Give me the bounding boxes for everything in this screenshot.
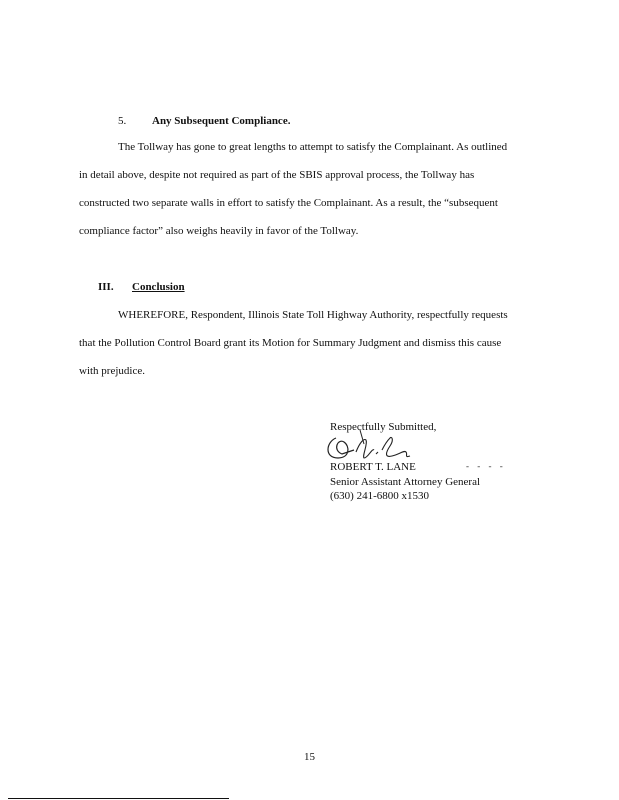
- signature-closing: Respectfully Submitted,: [330, 421, 437, 433]
- signatory-phone: (630) 241-6800 x1530: [330, 490, 429, 502]
- signatory-title: Senior Assistant Attorney General: [330, 476, 481, 488]
- section-5-line-2: in detail above, despite not required as part of the SBIS approval process, the Tollway has: [79, 169, 475, 181]
- footnote-rule: [8, 798, 229, 799]
- section-5-number: 5.: [118, 115, 127, 127]
- section-3-line-3: with prejudice.: [79, 365, 145, 377]
- page-number: 15: [304, 751, 315, 763]
- dash-mark: - - - -: [466, 461, 506, 471]
- section-5-line-4: compliance factor” also weighs heavily in favor of the Tollway.: [79, 225, 359, 237]
- signatory-name: ROBERT T. LANE: [330, 461, 416, 473]
- section-5-line-1: The Tollway has gone to great lengths to attempt to satisfy the Complainant. As outlined: [118, 141, 508, 153]
- section-3-title: Conclusion: [132, 281, 185, 293]
- section-3-number: III.: [98, 281, 114, 293]
- section-3-line-1: WHEREFORE, Respondent, Illinois State Toll Highway Authority, respectfully requests: [118, 309, 508, 321]
- section-5-title: Any Subsequent Compliance.: [152, 115, 291, 127]
- section-5-line-3: constructed two separate walls in effort to satisfy the Complainant. As a result, the “subsequent: [79, 197, 498, 209]
- section-3-line-2: that the Pollution Control Board grant its Motion for Summary Judgment and dismiss this cause: [79, 337, 502, 349]
